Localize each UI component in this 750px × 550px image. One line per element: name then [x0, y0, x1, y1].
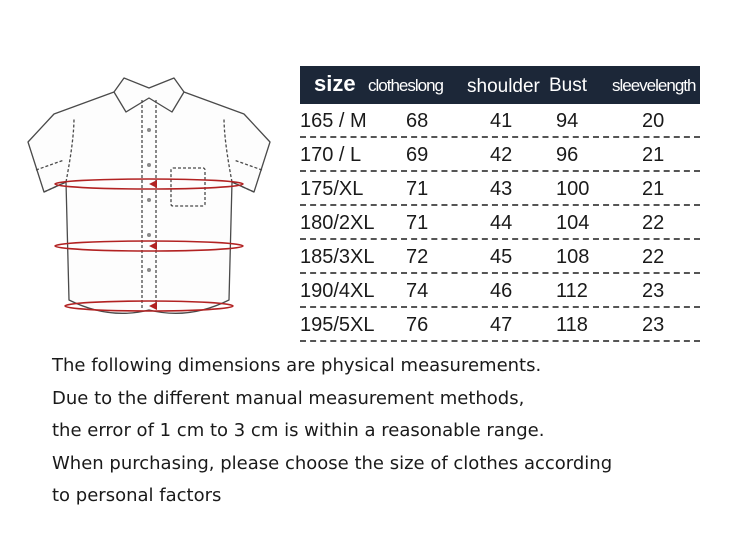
cell-clothes-length: 71 [406, 178, 429, 200]
cell-bust: 112 [556, 280, 588, 302]
cell-size: 165 / M [300, 110, 367, 132]
cell-sleeve-length: 21 [642, 144, 665, 166]
cell-bust: 108 [556, 246, 590, 268]
cell-bust: 104 [556, 212, 590, 234]
cell-clothes-length: 76 [406, 314, 429, 336]
table-header [300, 66, 700, 104]
note-line: to personal factors [52, 485, 222, 506]
cell-clothes-length: 74 [406, 280, 429, 302]
header-size: size [314, 71, 356, 96]
table-row [300, 172, 700, 206]
cell-size: 175/XL [300, 178, 364, 200]
cell-shoulder: 43 [490, 178, 513, 200]
cell-size: 180/2XL [300, 212, 375, 234]
note-line: Due to the different manual measurement methods, [52, 387, 525, 409]
cell-bust: 118 [556, 314, 588, 336]
cell-shoulder: 41 [490, 110, 513, 132]
cell-sleeve-length: 21 [642, 178, 665, 200]
measurement-notes [52, 350, 742, 513]
cell-clothes-length: 72 [406, 246, 429, 268]
header-bust: Bust [549, 75, 588, 96]
cell-clothes-length: 68 [406, 110, 429, 132]
cell-clothes-length: 69 [406, 144, 429, 166]
size-table [300, 66, 700, 342]
cell-bust: 94 [556, 110, 579, 132]
table-row [300, 138, 700, 172]
cell-size: 190/4XL [300, 280, 375, 302]
table-row [300, 206, 700, 240]
cell-shoulder: 42 [490, 144, 513, 166]
cell-sleeve-length: 23 [642, 280, 665, 302]
cell-size: 195/5XL [300, 314, 375, 336]
header-shoulder: shoulder [467, 76, 540, 97]
table-row [300, 308, 700, 342]
table-row [300, 104, 700, 138]
cell-shoulder: 45 [490, 246, 513, 268]
cell-bust: 100 [556, 178, 590, 200]
cell-shoulder: 47 [490, 314, 513, 336]
header-sleeve-length: sleevelength [612, 76, 696, 95]
cell-shoulder: 44 [490, 212, 513, 234]
cell-bust: 96 [556, 144, 579, 166]
short-sleeve-shirt-icon [14, 70, 282, 335]
cell-sleeve-length: 22 [642, 212, 665, 234]
note-line: When purchasing, please choose the size of clothes according [52, 452, 613, 474]
header-clothes-length: clotheslong [368, 76, 444, 95]
cell-sleeve-length: 23 [642, 314, 665, 336]
cell-size: 170 / L [300, 144, 362, 166]
shirt-illustration [14, 70, 282, 335]
table-row [300, 274, 700, 308]
cell-sleeve-length: 20 [642, 110, 665, 132]
cell-shoulder: 46 [490, 280, 513, 302]
cell-sleeve-length: 22 [642, 246, 665, 268]
note-line: the error of 1 cm to 3 cm is within a reasonable range. [52, 420, 545, 441]
note-line: The following dimensions are physical measurements. [52, 355, 542, 376]
cell-size: 185/3XL [300, 246, 375, 268]
table-row [300, 240, 700, 274]
cell-clothes-length: 71 [406, 212, 429, 234]
